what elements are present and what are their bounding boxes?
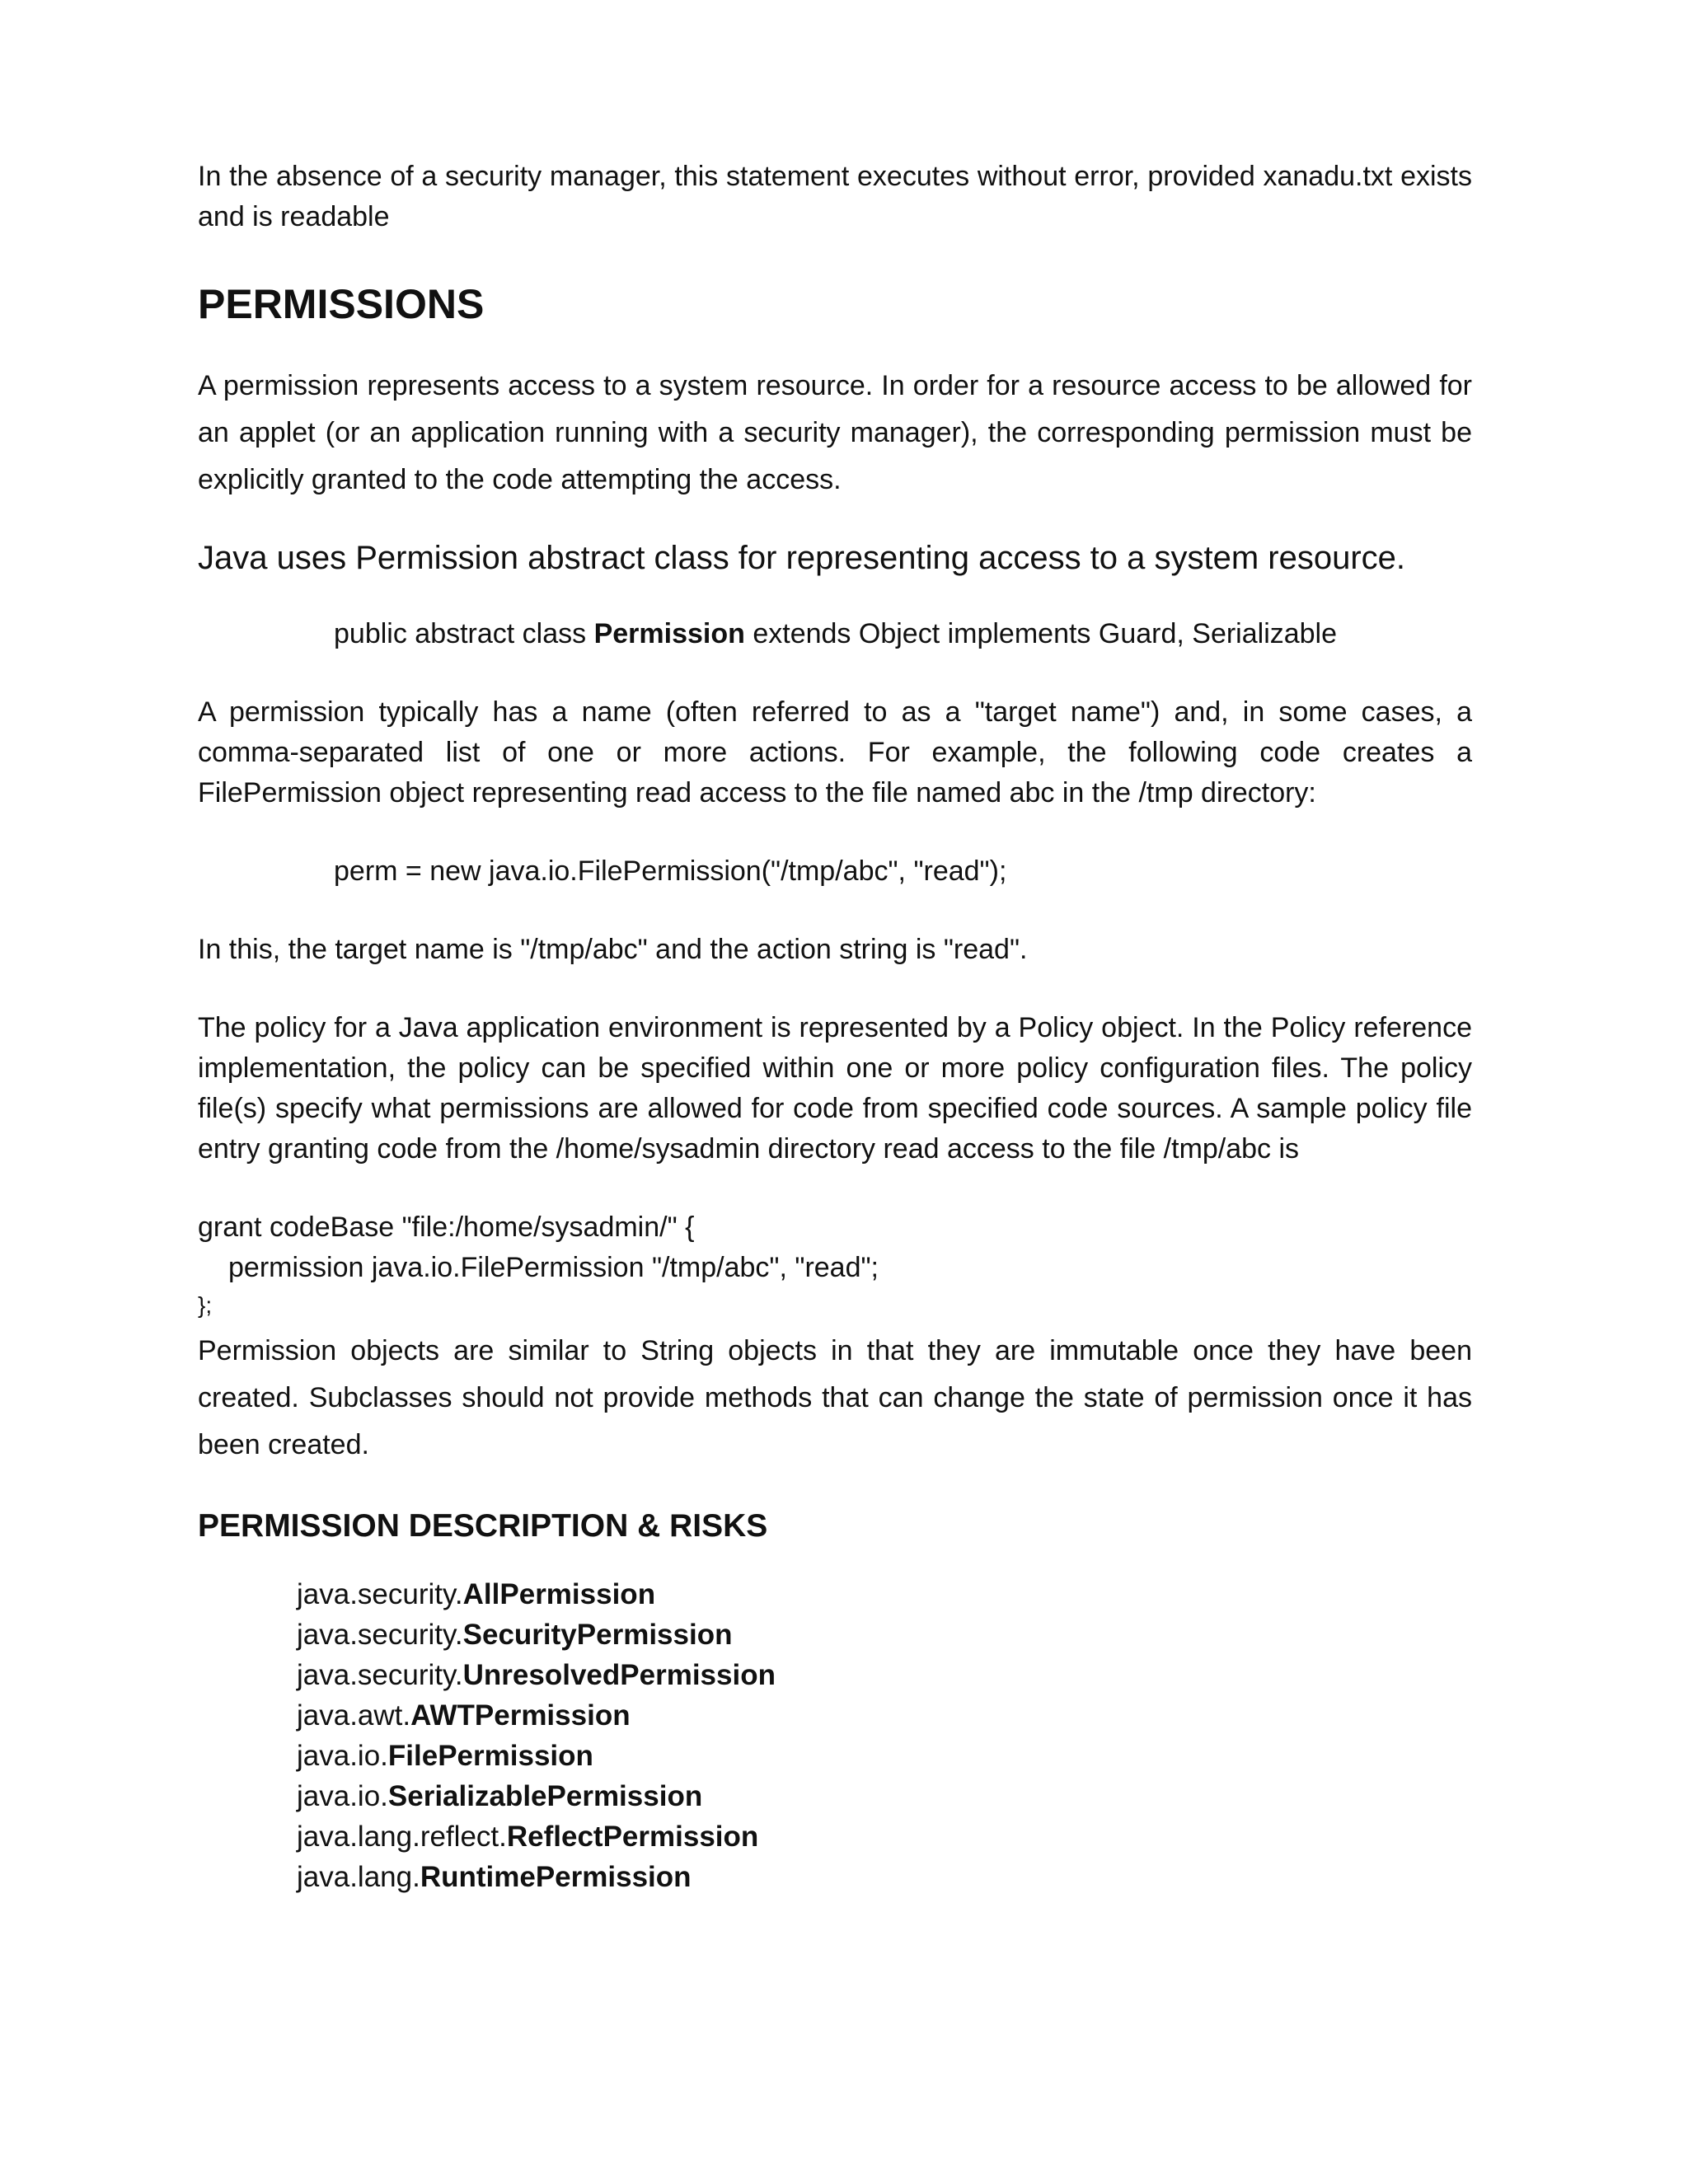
permission-list-item <box>297 1816 1472 1857</box>
class-declaration <box>198 614 1472 654</box>
permission-class: AWTPermission <box>410 1699 631 1732</box>
permission-package: java.security. <box>297 1578 463 1610</box>
permission-package: java.lang.reflect. <box>297 1821 507 1853</box>
permission-package: java.security. <box>297 1619 463 1651</box>
policy-code-line-1: grant codeBase "file:/home/sysadmin/" { <box>198 1212 695 1243</box>
permission-package: java.awt. <box>297 1699 411 1732</box>
permission-class: RuntimePermission <box>420 1861 692 1893</box>
java-permission-lead: Java uses Permission abstract class for representing access to a system resource. <box>198 540 1406 576</box>
permission-definition-paragraph: A permission represents access to a system resource. In order for a resource access to be allowed for an applet (or an application running with a security manager), the corresponding permission must be explicitly granted to the code attempting the access. <box>198 370 1472 495</box>
permission-class: AllPermission <box>462 1578 656 1610</box>
policy-code-line-2: permission java.io.FilePermission "/tmp/abc", "read"; <box>228 1252 879 1283</box>
permissions-heading: PERMISSIONS <box>198 281 485 327</box>
permission-list-item <box>297 1655 1472 1695</box>
permission-list-item <box>297 1574 1472 1615</box>
permission-list-item <box>297 1776 1472 1816</box>
class-decl-prefix: public abstract class <box>334 618 594 649</box>
permission-class: ReflectPermission <box>506 1821 759 1853</box>
policy-code-line-3: }; <box>198 1292 213 1318</box>
class-decl-name: Permission <box>593 618 745 649</box>
permission-list-item <box>297 1695 1472 1736</box>
permission-list-item <box>297 1857 1472 1897</box>
file-permission-code: perm = new java.io.FilePermission("/tmp/abc", "read"); <box>334 855 1007 887</box>
permission-package: java.lang. <box>297 1861 420 1893</box>
permission-package: java.security. <box>297 1659 463 1691</box>
permission-class: SerializablePermission <box>387 1780 703 1812</box>
permission-class: UnresolvedPermission <box>462 1659 776 1691</box>
document-page <box>198 157 1472 1897</box>
intro-paragraph: In the absence of a security manager, this statement executes without error, provided xanadu.txt exists and is readable <box>198 161 1472 232</box>
permission-list-item <box>297 1615 1472 1655</box>
permission-package: java.io. <box>297 1740 388 1772</box>
risks-heading: PERMISSION DESCRIPTION & RISKS <box>198 1508 768 1544</box>
permission-class: SecurityPermission <box>462 1619 733 1651</box>
target-name-paragraph: A permission typically has a name (often referred to as a "target name") and, in some cases, a comma-separated list of one or more actions. For example, the following code creates a FilePermission object representing read access to the file named abc in the /tmp directory: <box>198 696 1472 808</box>
permission-list-item <box>297 1736 1472 1776</box>
class-decl-suffix: extends Object implements Guard, Serializable <box>744 618 1338 649</box>
permission-class: FilePermission <box>387 1740 593 1772</box>
target-action-paragraph: In this, the target name is "/tmp/abc" and the action string is "read". <box>198 934 1028 965</box>
immutable-paragraph: Permission objects are similar to String objects in that they are immutable once they have been created. Subclasses should not provide methods that can change the state of permission once it has been created. <box>198 1335 1472 1460</box>
policy-paragraph: The policy for a Java application environment is represented by a Policy object. In the Policy reference implementation, the policy can be specified within one or more policy configuration files. The policy file(s) specify what permissions are allowed for code from specified code sources. A sample policy file entry granting code from the /home/sysadmin directory read access to the file /tmp/abc is <box>198 1012 1472 1165</box>
permission-list <box>198 1574 1472 1897</box>
permission-package: java.io. <box>297 1780 388 1812</box>
policy-code-block <box>198 1207 1472 1323</box>
